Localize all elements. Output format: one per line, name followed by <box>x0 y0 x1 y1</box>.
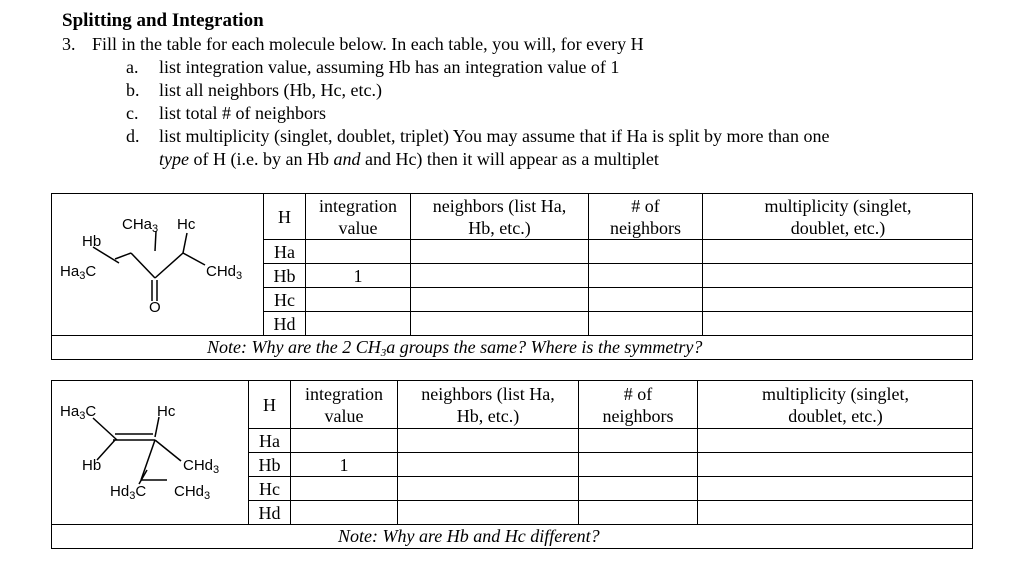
label-text: CHd <box>206 263 237 280</box>
question-text: Fill in the table for each molecule below. In each table, you will, for every H <box>92 34 644 54</box>
row-h-label: Hc <box>274 289 295 310</box>
instruction-text: list multiplicity (singlet, doublet, triplet) You may assume that if Ha is split by more than one <box>159 126 830 146</box>
header-multiplicity <box>698 381 973 428</box>
subscript: 3 <box>79 410 86 422</box>
label-chd3 <box>206 263 242 282</box>
instruction-text: and Hc) then it will appear as a multiplet <box>360 149 659 169</box>
note-text: Note: Why are the 2 CH <box>207 337 381 357</box>
row-h-label: Ha <box>259 430 280 451</box>
label-hb: Hb <box>82 233 102 250</box>
instruction-letter: d. <box>126 126 140 146</box>
emphasis-and: and <box>333 149 361 169</box>
table-1-note <box>207 337 702 359</box>
instruction-d <box>126 126 830 147</box>
instruction-c <box>126 103 326 124</box>
row-h-label: Ha <box>274 241 295 262</box>
subscript: 3 <box>204 490 211 502</box>
header-line: neighbors (list Ha, <box>421 383 555 404</box>
instruction-letter: b. <box>126 80 140 100</box>
header-h: H <box>263 394 276 415</box>
subscript: 3 <box>152 223 159 235</box>
integration-cell[interactable]: 1 <box>339 454 349 475</box>
header-line: integration <box>305 383 383 404</box>
header-line: Hb, etc.) <box>456 405 520 426</box>
row-h-label: Hd <box>273 313 296 334</box>
row-h-label: Hb <box>273 265 296 286</box>
header-neighbors <box>411 194 588 239</box>
label-text: C <box>135 483 147 500</box>
row-h-label: Hc <box>259 478 280 499</box>
label-ha3c <box>60 263 96 282</box>
label-text: Hd <box>110 483 130 500</box>
header-multiplicity <box>703 194 973 239</box>
header-line: integration <box>319 195 397 216</box>
instruction-d-continued <box>159 149 659 170</box>
molecule-2-skeleton <box>51 380 291 520</box>
subscript: 3 <box>79 270 86 282</box>
row-h-label: Hd <box>258 502 281 523</box>
question-number: 3. <box>62 34 76 54</box>
header-neighbors <box>398 381 578 428</box>
label-text: C <box>85 263 97 280</box>
label-hc: Hc <box>157 403 176 420</box>
label-text: CHd <box>183 457 214 474</box>
label-hb: Hb <box>82 457 102 474</box>
instruction-letter: c. <box>126 103 139 123</box>
header-line: neighbors (list Ha, <box>432 195 567 216</box>
instruction-b <box>126 80 382 101</box>
integration-cell[interactable]: 1 <box>353 265 363 286</box>
label-chd3-lower <box>174 483 210 502</box>
instruction-text: list integration value, assuming Hb has an integration value of 1 <box>159 57 620 77</box>
instruction-letter: a. <box>126 57 139 77</box>
header-integration <box>306 194 410 239</box>
header-line: neighbors <box>602 405 674 426</box>
question-stem <box>62 34 644 55</box>
subscript: 3 <box>236 270 243 282</box>
page-title: Splitting and Integration <box>62 10 264 31</box>
note-text: a groups the same? Where is the symmetry? <box>386 337 703 357</box>
row-h-label: Hb <box>258 454 281 475</box>
header-line: # of <box>631 195 660 216</box>
label-oxygen: O <box>149 299 161 316</box>
label-text: Ha <box>60 403 80 420</box>
header-line: doublet, etc.) <box>788 405 883 426</box>
instruction-text: list total # of neighbors <box>159 103 326 123</box>
label-text: Ha <box>60 263 80 280</box>
header-line: Hb, etc.) <box>468 217 531 238</box>
header-neighbor-count <box>589 194 702 239</box>
emphasis-type: type <box>159 149 189 169</box>
header-line: doublet, etc.) <box>790 217 886 238</box>
header-line: neighbors <box>610 217 681 238</box>
label-ch3a <box>122 216 158 235</box>
label-hc: Hc <box>177 216 196 233</box>
header-line: multiplicity (singlet, <box>762 383 909 404</box>
instruction-text: list all neighbors (Hb, Hc, etc.) <box>159 80 382 100</box>
subscript: 3 <box>129 490 136 502</box>
instruction-text: of H (i.e. by an Hb <box>188 149 334 169</box>
label-text: CHa <box>122 216 153 233</box>
note-subscript: 3 <box>380 347 387 359</box>
label-chd3 <box>183 457 219 476</box>
header-h: H <box>278 206 291 227</box>
header-integration <box>291 381 397 428</box>
label-text: CHd <box>174 483 205 500</box>
table-2-note: Note: Why are Hb and Hc different? <box>338 526 600 546</box>
label-text: C <box>85 403 97 420</box>
header-line: # of <box>623 383 653 404</box>
subscript: 3 <box>213 464 220 476</box>
header-line: value <box>338 217 378 238</box>
header-line: multiplicity (singlet, <box>764 195 912 216</box>
label-ha3c <box>60 403 96 422</box>
header-neighbor-count <box>579 381 697 428</box>
instruction-a <box>126 57 620 78</box>
header-line: value <box>324 405 364 426</box>
label-hd3c <box>110 483 146 502</box>
